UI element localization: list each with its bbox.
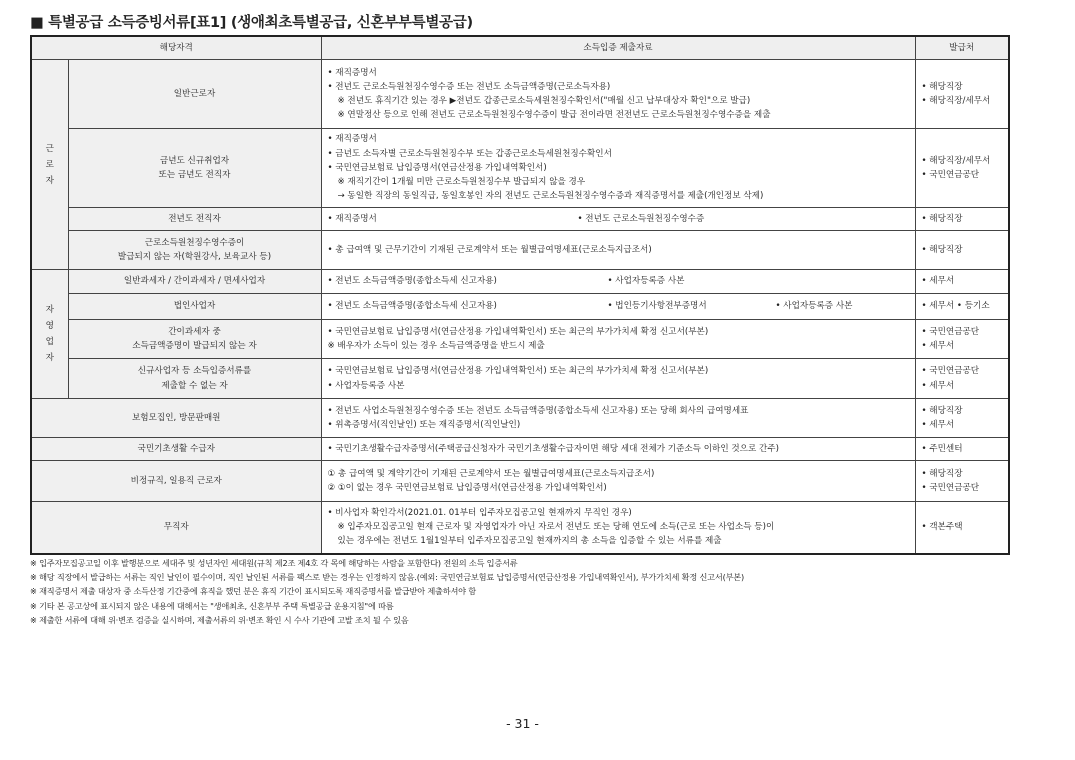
header-eligibility: 해당자격 [31,36,321,60]
table-row [31,231,1009,270]
issuer-cell: • 국민연금공단 • 세무서 [915,320,1009,359]
header-issuer: 발급처 [915,36,1009,60]
documents-cell: • 전년도 사업소득원천징수영수증 또는 전년도 소득금액증명(종합소득세 신고자용) 또는 당해 회사의 급여명세표 • 위촉증명서(직인날인) 또는 재직증명서(직인날인) [321,399,915,438]
table-row [31,399,1009,438]
eligibility-cell: 국민기초생활 수급자 [31,438,321,461]
group-business-label: 자 영 업 자 [31,270,68,399]
issuer-cell: • 국민연금공단 • 세무서 [915,359,1009,399]
issuer-cell: • 해당직장 • 국민연금공단 [915,461,1009,502]
table-row [31,438,1009,461]
documents-cell: • 전년도 소득금액증명(종합소득세 신고자용) • 법인등기사항전부증명서 • 사업자등록증 사본 [321,294,915,320]
footnote: ※ 기타 본 공고상에 표시되지 않은 내용에 대해서는 "생애최초, 신혼부부 주택 특별공급 운용지침"에 따름 [30,600,394,611]
documents-cell: • 재직증명서 • 전년도 근로소득원천징수영수증 [321,208,915,231]
footnote: ※ 입주자모집공고일 이후 발행분으로 세대주 및 성년자인 세대원(규칙 제2조 제4호 각 목에 해당하는 사람을 포함한다) 전원의 소득 입증서류 [30,558,518,568]
eligibility-cell: 법인사업자 [68,294,321,320]
issuer-cell: • 주민센터 [915,438,1009,461]
documents-cell: • 국민연금보험료 납입증명서(연금산정용 가입내역확인서) 또는 최근의 부가가치세 확정 신고서(부본) ※ 배우자가 소득이 있는 경우 소득금액증명을 반드시 제출 [321,320,915,359]
footnote: ※ 제출한 서류에 대해 위·변조 검증을 실시하며, 제출서류의 위·변조 확인 시 수사 기관에 고발 조치 될 수 있음 [30,614,409,625]
issuer-cell: • 해당직장 [915,208,1009,231]
eligibility-cell: 전년도 전직자 [68,208,321,231]
documents-cell: • 재직증명서 • 전년도 근로소득원천징수영수증 또는 전년도 소득금액증명(근로소득자용) ※ 전년도 휴직기간 있는 경우 ▶전년도 갑종근로소득세원천징수확인서("매월 신고 납부대상자 확인"으로 발급) ※ 연말정산 등으로 인해 전년도 근로소득원천징수영수증이 발급 전이라면 전전년도 근로소득원천징수영수증을 제출 [321,60,915,129]
table-row [31,461,1009,502]
eligibility-cell: 보험모집인, 방문판매원 [31,399,321,438]
eligibility-cell: 무직자 [31,502,321,554]
table-row [31,270,1009,294]
documents-cell: • 총 급여액 및 근무기간이 기재된 근로계약서 또는 월별급여명세표(근로소득지급조서) [321,231,915,270]
group-worker-label: 근 로 자 [31,60,68,270]
issuer-cell: • 세무서 [915,270,1009,294]
table-row [31,502,1009,554]
issuer-cell: • 세무서 • 등기소 [915,294,1009,320]
footnote: ※ 재직증명서 제출 대상자 중 소득산정 기간중에 휴직을 했던 분은 휴직 기간이 표시되도록 재직증명서를 발급받아 제출하셔야 함 [30,586,476,597]
documents-cell: • 비사업자 확인각서(2021.01. 01부터 입주자모집공고일 현재까지 무직인 경우) ※ 입주자모집공고일 현재 근로자 및 자영업자가 아닌 자로서 전년도 또는 당해 연도에 소득(근로 또는 사업소득 등)이 있는 경우에는 전년도 1월1일부터 입주자모집공고일 현재까지의 총 소득을 입증할 수 있는 서류를 제출 [321,502,915,554]
documents-cell: • 국민기초생활수급자증명서(주택공급신청자가 국민기초생활수급자이면 해당 세대 전체가 기준소득 이하인 것으로 간주) [321,438,915,461]
issuer-cell: • 해당직장/세무서 • 국민연금공단 [915,129,1009,208]
documents-cell: • 전년도 소득금액증명(종합소득세 신고자용) • 사업자등록증 사본 [321,270,915,294]
footnote: ※ 해당 직장에서 발급하는 서류는 직인 날인이 필수이며, 직인 날인된 서류를 팩스로 받는 경우는 인정하지 않음.(예외: 국민연금보험료 납입증명서(연금산정용 가입내역확인서), 부가가치세 확정 신고서(부본) [30,572,745,583]
issuer-cell: • 객본주택 [915,502,1009,554]
table-row [31,359,1009,399]
documents-cell: • 재직증명서 • 금년도 소득자별 근로소득원천징수부 또는 갑종근로소득세원천징수확인서 • 국민연금보험료 납입증명서(연금산정용 가입내역확인서) ※ 재직기간이 1개월 미만 근로소득원천징수부 발급되지 않을 경우 → 동일한 직장의 동일직급, 동일호봉인 자의 전년도 근로소득원천징수영수증과 재직증명서를 제출(개인정보 삭제) [321,129,915,208]
eligibility-cell: 일반과세자 / 간이과세자 / 면세사업자 [68,270,321,294]
issuer-cell: • 해당직장 [915,231,1009,270]
eligibility-cell: 신규사업자 등 소득입증서류를 제출할 수 없는 자 [68,359,321,399]
footnotes [30,556,744,627]
document-title: ■ 특별공급 소득증빙서류[표1] (생애최초특별공급, 신혼부부특별공급) [30,15,473,31]
eligibility-cell: 근로소득원천징수영수증이 발급되지 않는 자(학원강사, 보육교사 등) [68,231,321,270]
eligibility-cell: 일반근로자 [68,60,321,129]
table-row [31,60,1009,129]
eligibility-cell: 금년도 신규취업자 또는 금년도 전직자 [68,129,321,208]
documents-cell: • 국민연금보험료 납입증명서(연금산정용 가입내역확인서) 또는 최근의 부가가치세 확정 신고서(부본) • 사업자등록증 사본 [321,359,915,399]
income-proof-table [30,35,1010,555]
issuer-cell: • 해당직장 • 해당직장/세무서 [915,60,1009,129]
documents-cell: ① 총 급여액 및 계약기간이 기재된 근로계약서 또는 월별급여명세표(근로소득지급조서) ② ①이 없는 경우 국민연금보험료 납입증명서(연금산정용 가입내역확인서) [321,461,915,502]
table-row [31,208,1009,231]
table-row [31,129,1009,208]
issuer-cell: • 해당직장 • 세무서 [915,399,1009,438]
eligibility-cell: 간이과세자 중 소득금액증명이 발급되지 않는 자 [68,320,321,359]
header-documents: 소득입증 제출자료 [321,36,915,60]
table-row [31,320,1009,359]
table-header-row [31,36,1009,60]
table-row [31,294,1009,320]
eligibility-cell: 비정규직, 일용직 근로자 [31,461,321,502]
page-number: - 31 - [506,716,539,731]
